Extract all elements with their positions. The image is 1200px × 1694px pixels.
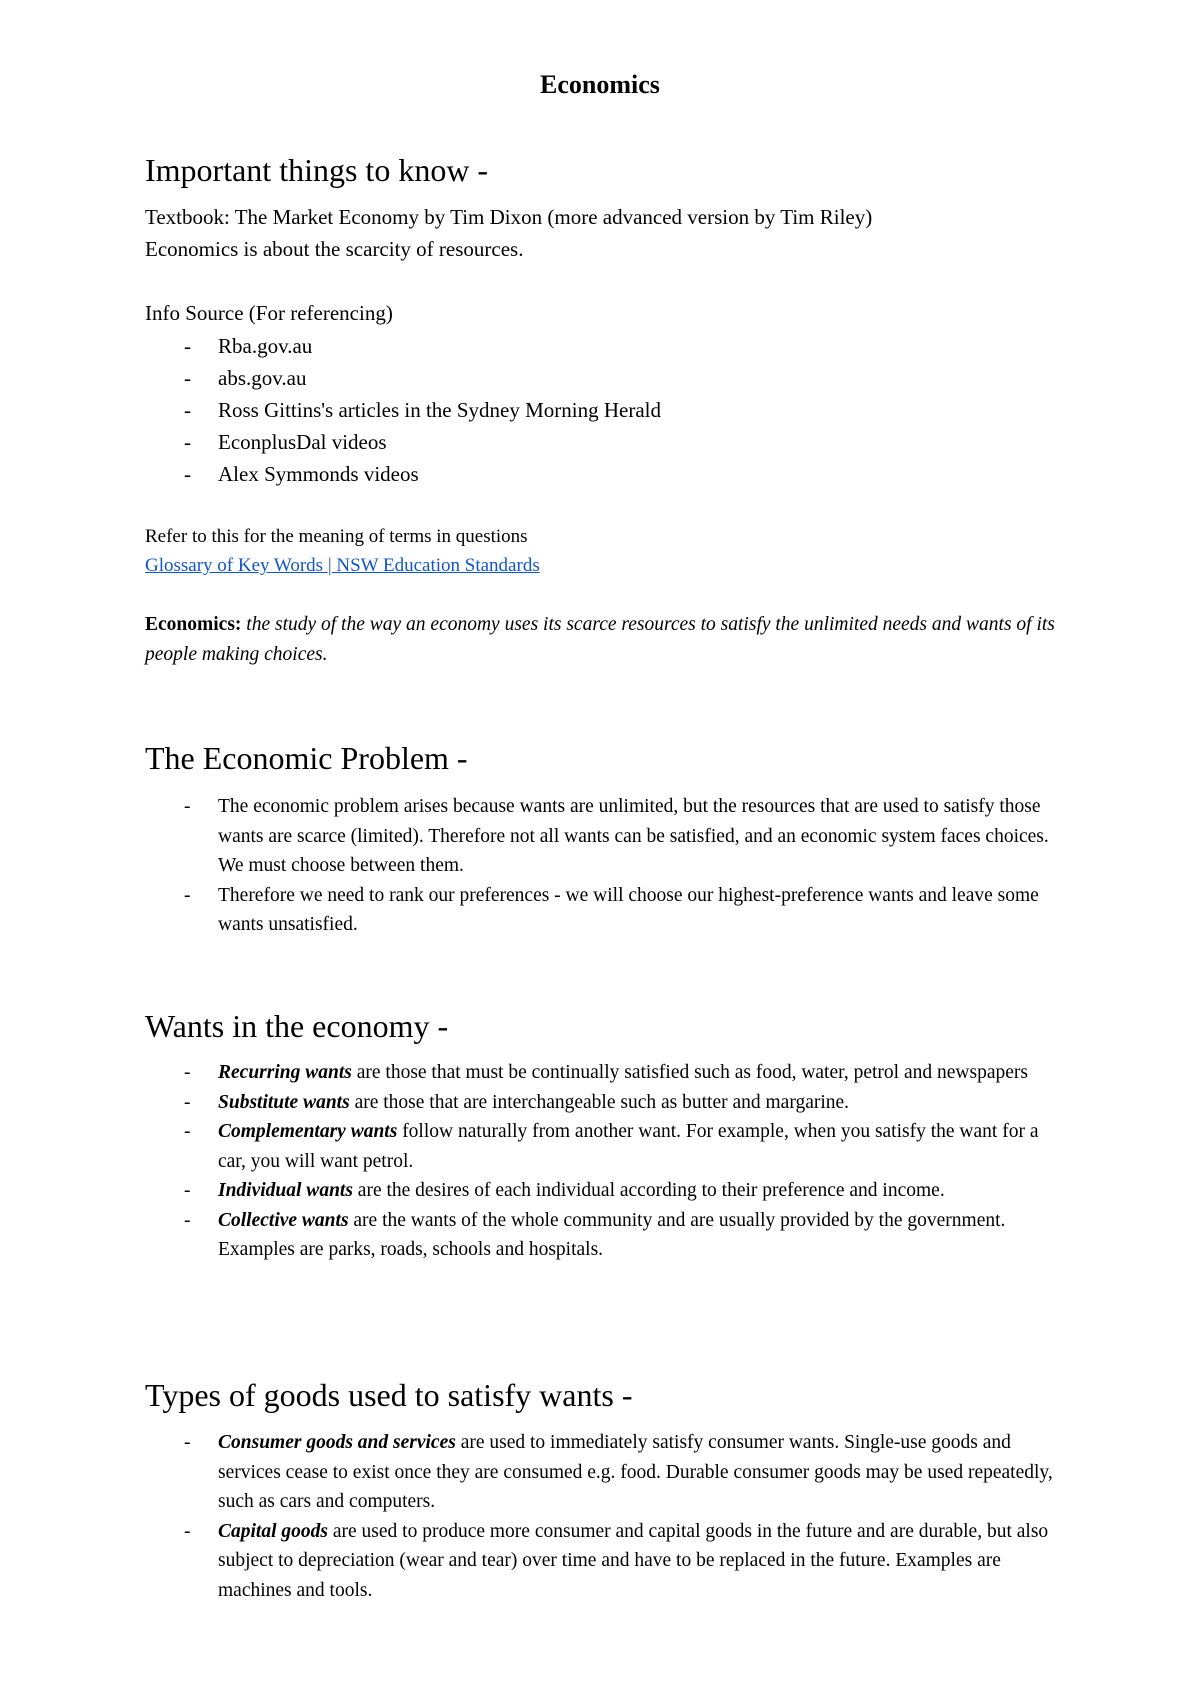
term: Collective wants [218,1209,349,1231]
term: Complementary wants [218,1121,398,1142]
list-item [145,1088,1065,1118]
term-description: are used to immediately satisfy consumer wants. Single-use goods and services cease to exist once they are consumed e.g. food. Durable consumer goods may be used repeatedly, such as cars and computers. [218,1432,1053,1512]
list-item [145,1517,1065,1606]
scarcity-line: Economics is about the scarcity of resources. [145,237,524,261]
term-description: are those that must be continually satisfied such as food, water, petrol and newspapers [351,1062,1028,1083]
heading-wants: Wants in the economy - [145,1008,449,1044]
refer-text: Refer to this for the meaning of terms in questions [145,526,528,547]
list-item: - EconplusDal videos [145,426,1065,458]
info-source-label: Info Source (For referencing) [145,301,393,325]
definition-label: Economics: [145,614,242,635]
term: Capital goods [218,1520,328,1542]
list-item [145,1206,1065,1265]
list-item: - Rba.gov.au [145,330,1065,362]
list-item: - The economic problem arises because wants are unlimited, but the resources that are used to satisfy those wants are scarce (limited). Therefore not all wants can be satisfied, and an economic system faces choices. We must choose between them. [145,792,1065,881]
economics-definition [145,610,1070,670]
glossary-link[interactable]: Glossary of Key Words | NSW Education Standards [145,555,540,576]
term: Substitute wants [218,1091,350,1113]
list-item [145,1117,1065,1176]
heading-important: Important things to know - [145,152,489,188]
list-item [145,1428,1065,1517]
list-item: - Therefore we need to rank our preferences - we will choose our highest-preference wants and leave some wants unsatisfied. [145,881,1065,940]
list-item: - abs.gov.au [145,362,1065,394]
economic-problem-list [145,792,1065,940]
heading-economic-problem: The Economic Problem - [145,740,468,776]
goods-list [145,1428,1065,1605]
textbook-line: Textbook: The Market Economy by Tim Dixon (more advanced version by Tim Riley) [145,205,873,229]
term-description: follow naturally from another want. For example, when you satisfy the want for a car, you will want petrol. [218,1121,1039,1172]
heading-goods: Types of goods used to satisfy wants - [145,1377,633,1413]
term-description: are the desires of each individual according to their preference and income. [352,1180,945,1201]
list-item: - Alex Symmonds videos [145,458,1065,490]
wants-list [145,1058,1065,1265]
list-item [145,1176,1065,1206]
list-item [145,1058,1065,1088]
term-description: are the wants of the whole community and are usually provided by the government. Examples are parks, roads, schools and hospitals. [218,1209,1006,1260]
term-description: are used to produce more consumer and capital goods in the future and are durable, but also subject to depreciation (wear and tear) over time and have to be replaced in the future. Examples are machines and tools. [218,1520,1049,1601]
sources-list [145,330,1065,490]
list-item: - Ross Gittins's articles in the Sydney Morning Herald [145,394,1065,426]
document-title: Economics [540,70,660,99]
term: Recurring wants [218,1062,352,1083]
term: Individual wants [218,1180,353,1201]
term-description: are those that are interchangeable such as butter and margarine. [349,1091,850,1113]
term: Consumer goods and services [218,1432,456,1453]
definition-text: the study of the way an economy uses its scarce resources to satisfy the unlimited needs and wants of its people making choices. [145,614,1055,665]
